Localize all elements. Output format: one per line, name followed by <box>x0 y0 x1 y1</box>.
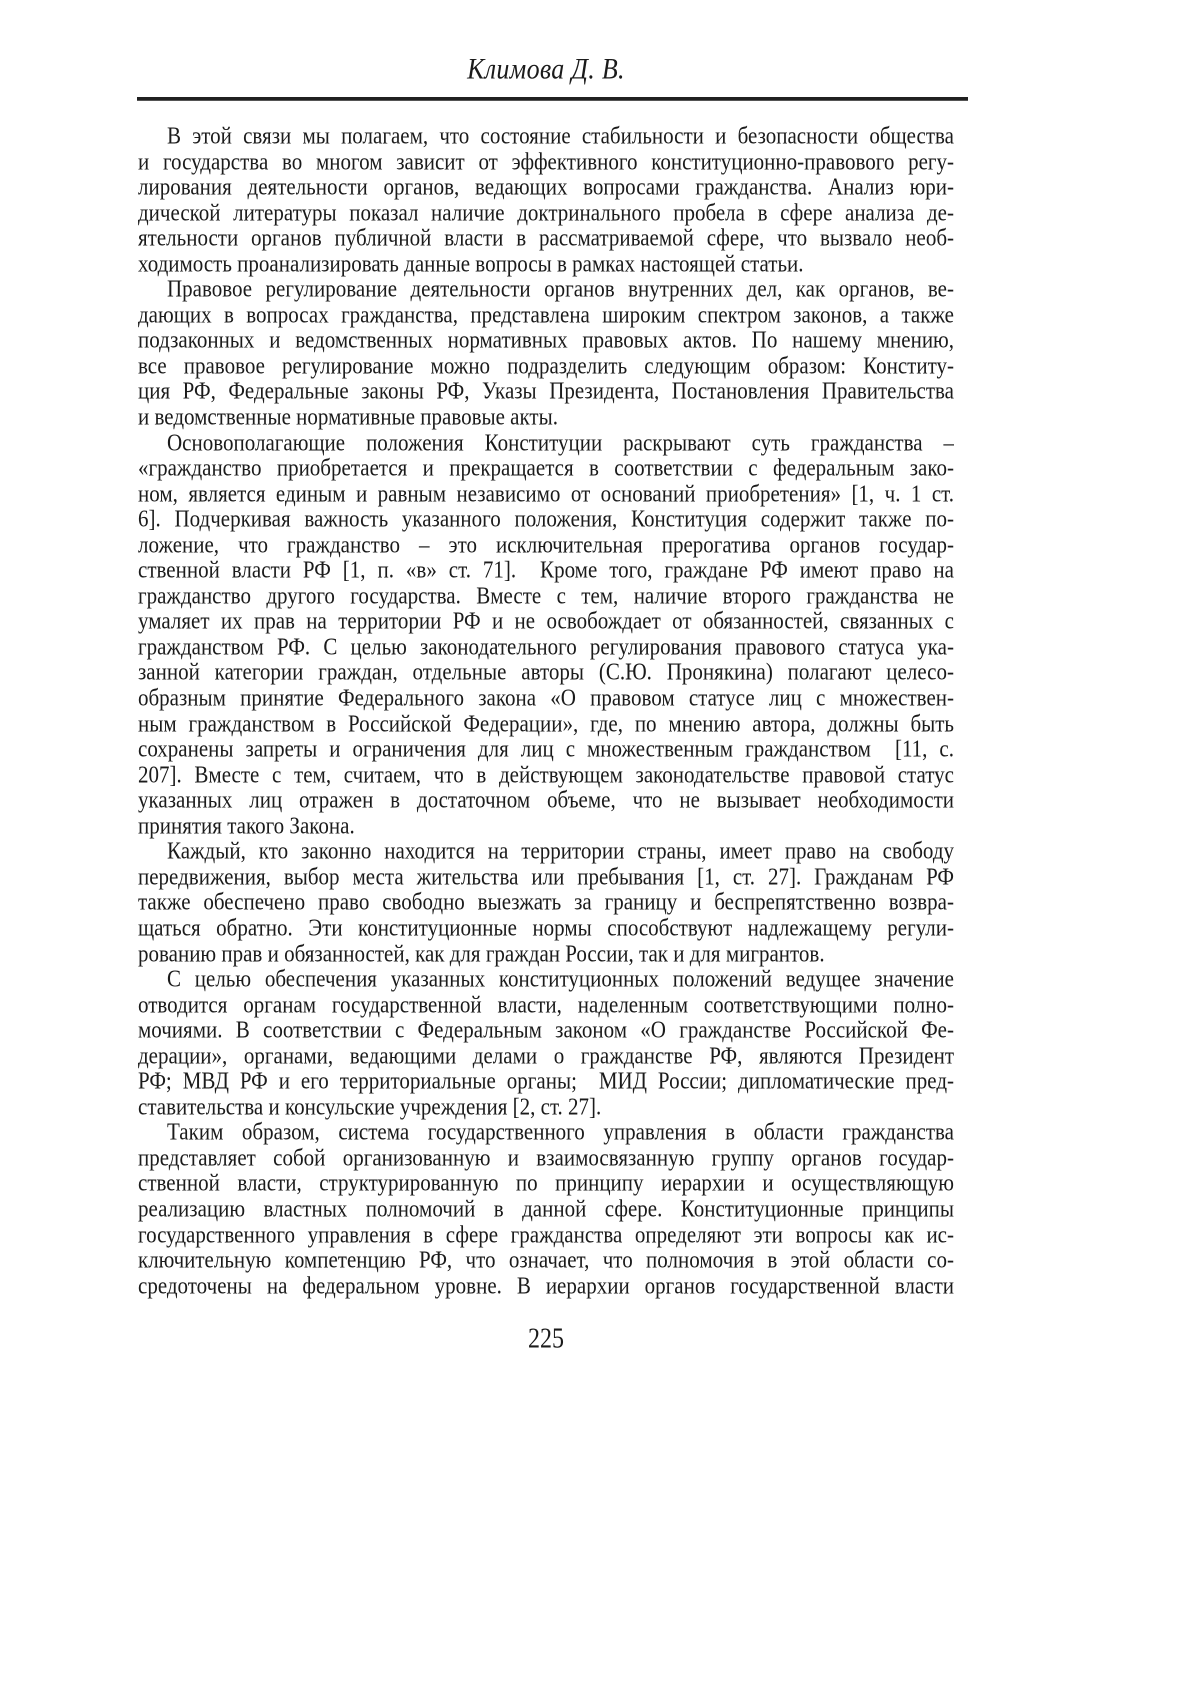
text-line: гражданством РФ. С целью законодательного регулирования правового статуса ука- <box>138 631 954 661</box>
text-line: и ведомственные нормативные правовые акты. <box>138 402 558 431</box>
text-line: ходимость проанализировать данные вопросы в рамках настоящей статьи. <box>138 248 804 278</box>
text-line: ложение, что гражданство – это исключительная прерогатива органов государ- <box>138 529 954 559</box>
text-line: 6]. Подчеркивая важность указанного положения, Конституция содержит также по- <box>138 504 954 533</box>
paragraph <box>138 964 954 1121</box>
text-line: лирования деятельности органов, ведающих вопросами гражданства. Анализ юри- <box>138 172 954 201</box>
text-line: подзаконных и ведомственных нормативных правовых актов. По нашему мнению, <box>138 325 954 354</box>
text-line: умаляет их прав на территории РФ и не освобождает от обязанностей, связанных с <box>138 606 954 635</box>
text-line: РФ; МВД РФ и его территориальные органы; МИД России; дипломатические пред- <box>138 1066 954 1095</box>
paragraph <box>138 427 954 840</box>
text-line: ном, является единым и равным независимо от оснований приобретения» [1, ч. 1 ст. <box>138 478 954 507</box>
text-line: представляет собой организованную и взаимосвязанную группу органов государ- <box>138 1142 954 1172</box>
text-line: ция РФ, Федеральные законы РФ, Указы Президента, Постановления Правительства <box>138 376 954 405</box>
text-line: ключительную компетенцию РФ, что означает, что полномочия в этой области со- <box>138 1245 954 1274</box>
text-line: Таким образом, система государственного управления в области гражданства <box>167 1117 954 1146</box>
text-line: ставительства и консульские учреждения [2, ст. 27]. <box>138 1091 602 1121</box>
text-line: и государства во многом зависит от эффективного конституционно-правового регу- <box>138 146 954 175</box>
text-line: сохранены запреты и ограничения для лиц с множественным гражданством [11, с. <box>138 734 954 763</box>
text-line: Основополагающие положения Конституции раскрывают суть гражданства – <box>167 427 954 456</box>
header-rule <box>137 97 968 101</box>
text-line: также обеспечено право свободно выезжать за границу и беспрепятственно возвра- <box>138 887 954 916</box>
text-line: передвижения, выбор места жительства или пребывания [1, ст. 27]. Гражданам РФ <box>138 861 954 891</box>
text-line: «гражданство приобретается и прекращается в соответствии с федеральным зако- <box>138 453 954 482</box>
text-line: реализацию властных полномочий в данной сфере. Конституционные принципы <box>138 1193 954 1223</box>
running-header <box>138 52 954 86</box>
text-line: дической литературы показал наличие доктринального пробела в сфере анализа де- <box>138 197 954 226</box>
text-line: Каждый, кто законно находится на территории страны, имеет право на свободу <box>167 836 954 865</box>
paragraph <box>138 121 954 278</box>
text-line: ным гражданством в Российской Федерации», где, по мнению автора, должны быть <box>138 708 954 737</box>
text-line: принятия такого Закона. <box>138 810 355 840</box>
text-line: занной категории граждан, отдельные авторы (С.Ю. Пронякина) полагают целесо- <box>138 657 954 686</box>
text-line: дерации», органами, ведающими делами о гражданстве РФ, являются Президент <box>138 1040 954 1070</box>
article-body <box>138 121 954 1299</box>
text-line: ятельности органов публичной власти в рассматриваемой сфере, что вызвало необ- <box>138 223 954 252</box>
paragraph <box>138 836 954 967</box>
text-line: щаться обратно. Эти конституционные нормы способствуют надлежащему регули- <box>138 912 954 942</box>
page-header-author: Климова Д. В. <box>467 52 625 86</box>
text-line: рованию прав и обязанностей, как для граждан России, так и для мигрантов. <box>138 938 825 967</box>
text-line: Правовое регулирование деятельности органов внутренних дел, как органов, ве- <box>167 274 954 303</box>
text-line: гражданство другого государства. Вместе с тем, наличие второго гражданства не <box>138 580 954 610</box>
text-line: государственного управления в сфере гражданства определяют эти вопросы как ис- <box>138 1219 954 1248</box>
text-line: С целью обеспечения указанных конституционных положений ведущее значение <box>167 964 954 993</box>
text-line: 207]. Вместе с тем, считаем, что в действующем законодательстве правовой статус <box>138 759 954 788</box>
text-line: все правовое регулирование можно подразделить следующим образом: Конститу- <box>138 350 954 380</box>
text-line: ственной власти, структурированную по принципу иерархии и осуществляющую <box>138 1168 954 1197</box>
text-line: дающих в вопросах гражданства, представлена широким спектром законов, а также <box>138 299 954 329</box>
text-line: мочиями. В соответствии с Федеральным законом «О гражданстве Российской Фе- <box>138 1015 954 1044</box>
text-line: указанных лиц отражен в достаточном объеме, что не вызывает необходимости <box>138 785 954 814</box>
text-line: ственной власти РФ [1, п. «в» ст. 71]. Кроме того, граждане РФ имеют право на <box>138 555 954 584</box>
text-line: образным принятие Федерального закона «О правовом статусе лиц с множествен- <box>138 683 954 712</box>
text-line: отводится органам государственной власти, наделенным соответствующими полно- <box>138 989 954 1018</box>
paragraph <box>138 274 954 431</box>
paragraph <box>138 1117 954 1299</box>
page-number: 225 <box>528 1324 564 1355</box>
text-line: В этой связи мы полагаем, что состояние стабильности и безопасности общества <box>167 121 954 150</box>
text-line: средоточены на федеральном уровне. В иерархии органов государственной власти <box>138 1270 954 1299</box>
